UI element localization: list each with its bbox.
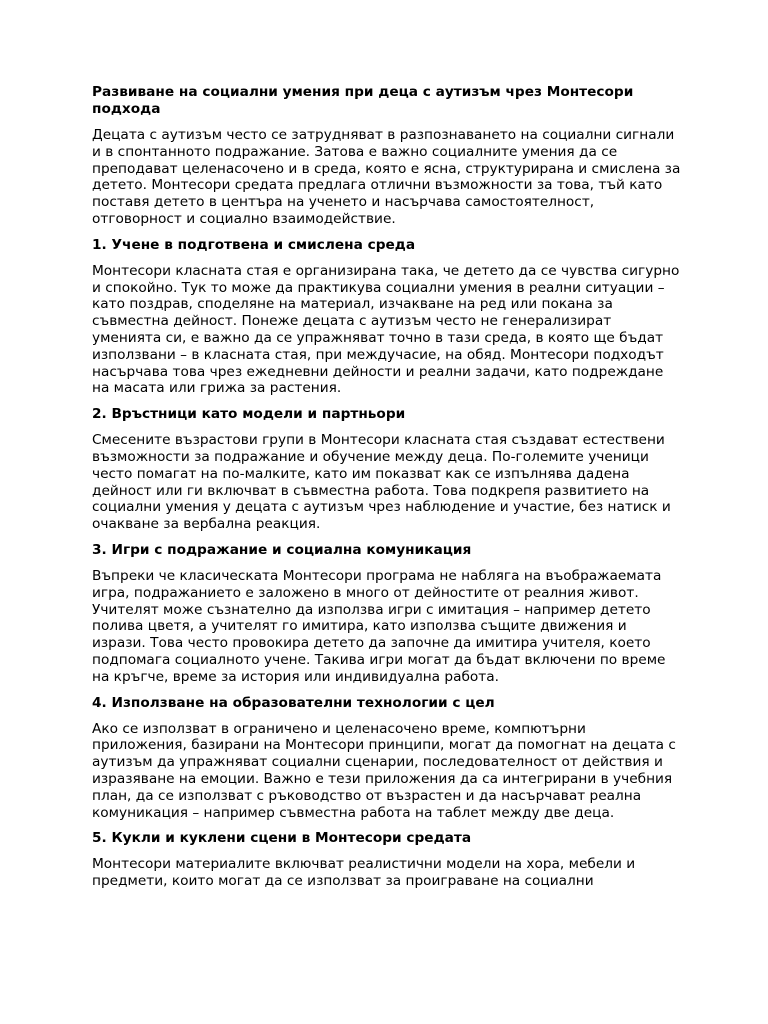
section-4-heading: 4. Използване на образователни технологии с цел [92, 694, 495, 711]
section-3-heading: 3. Игри с подражание и социална комуникация [92, 541, 472, 558]
section-5-paragraph: Монтесори материалите включват реалистични модели на хора, мебели и предмети, които могат да се използват за проиграване на социални [92, 856, 636, 890]
section-5-heading: 5. Кукли и куклени сцени в Монтесори средата [92, 830, 472, 847]
intro-paragraph: Децата с аутизъм често се затрудняват в разпознаването на социални сигнали и в спонтанното подражание. Затова е важно социалните умения да се преподават целенасочено и в среда, която е ясна, структурирана и смислена за детето. Монтесори средата предлага отлични възможности за това, тъй като поставя детето в центъра на ученето и насърчава самостоятелност, отговорност и социално взаимодействие. [92, 127, 681, 227]
section-4-paragraph: Ако се използват в ограничено и целенасочено време, компютърни приложения, базирани на Монтесори принципи, могат да помогнат на децата с аутизъм да упражняват социални сценарии, последователност от действия и изразяване на емоции. Важно е тези приложения да са интегрирани в учебния план, да се използват с ръководство от възрастен и да насърчават реална комуникация – например съвместна работа на таблет между две деца. [92, 720, 676, 821]
section-2-heading: 2. Връстници като модели и партньори [92, 406, 406, 423]
section-2-paragraph: Смесените възрастови групи в Монтесори класната стая създават естествени възможности за подражание и обучение между деца. По-големите ученици често помагат на по-малките, като им показват как се изпълнява дадена дейност или ги включват в съвместна работа. Това подкрепя развитието на социални умения у децата с аутизъм чрез наблюдение и участие, без натиск и очакване за вербална реакция. [92, 432, 671, 533]
section-1-paragraph: Монтесори класната стая е организирана така, че детето да се чувства сигурно и спокойно. Тук то може да практикува социални умения в реални ситуации – като поздрав, споделяне на материал, изчакване на ред или покана за съвместна дейност. Понеже децата с аутизъм често не генерализират уменията си, е важно да се упражняват точно в тази среда, в която ще бъдат използвани – в класната стая, при междучасие, на обяд. Монтесори подходът насърчава това чрез ежедневни дейности и реални задачи, като подреждане на масата или грижа за растения. [92, 262, 680, 397]
document-page [92, 84, 684, 899]
section-1-heading: 1. Учене в подготвена и смислена среда [92, 236, 416, 253]
section-3-paragraph: Въпреки че класическата Монтесори програма не набляга на въображаемата игра, подражанието е заложено в много от дейностите от реалния живот. Учителят може съзнателно да използва игри с имитация – например детето полива цветя, а учителят го имитира, като използва същите движения и изрази. Това често провокира детето да започне да имитира учителя, което подпомага социалното учене. Такива игри могат да бъдат включени по време на кръгче, време за история или индивидуална работа. [92, 567, 666, 685]
document-title: Развиване на социални умения при деца с аутизъм чрез Монтесори подхода [92, 84, 634, 117]
